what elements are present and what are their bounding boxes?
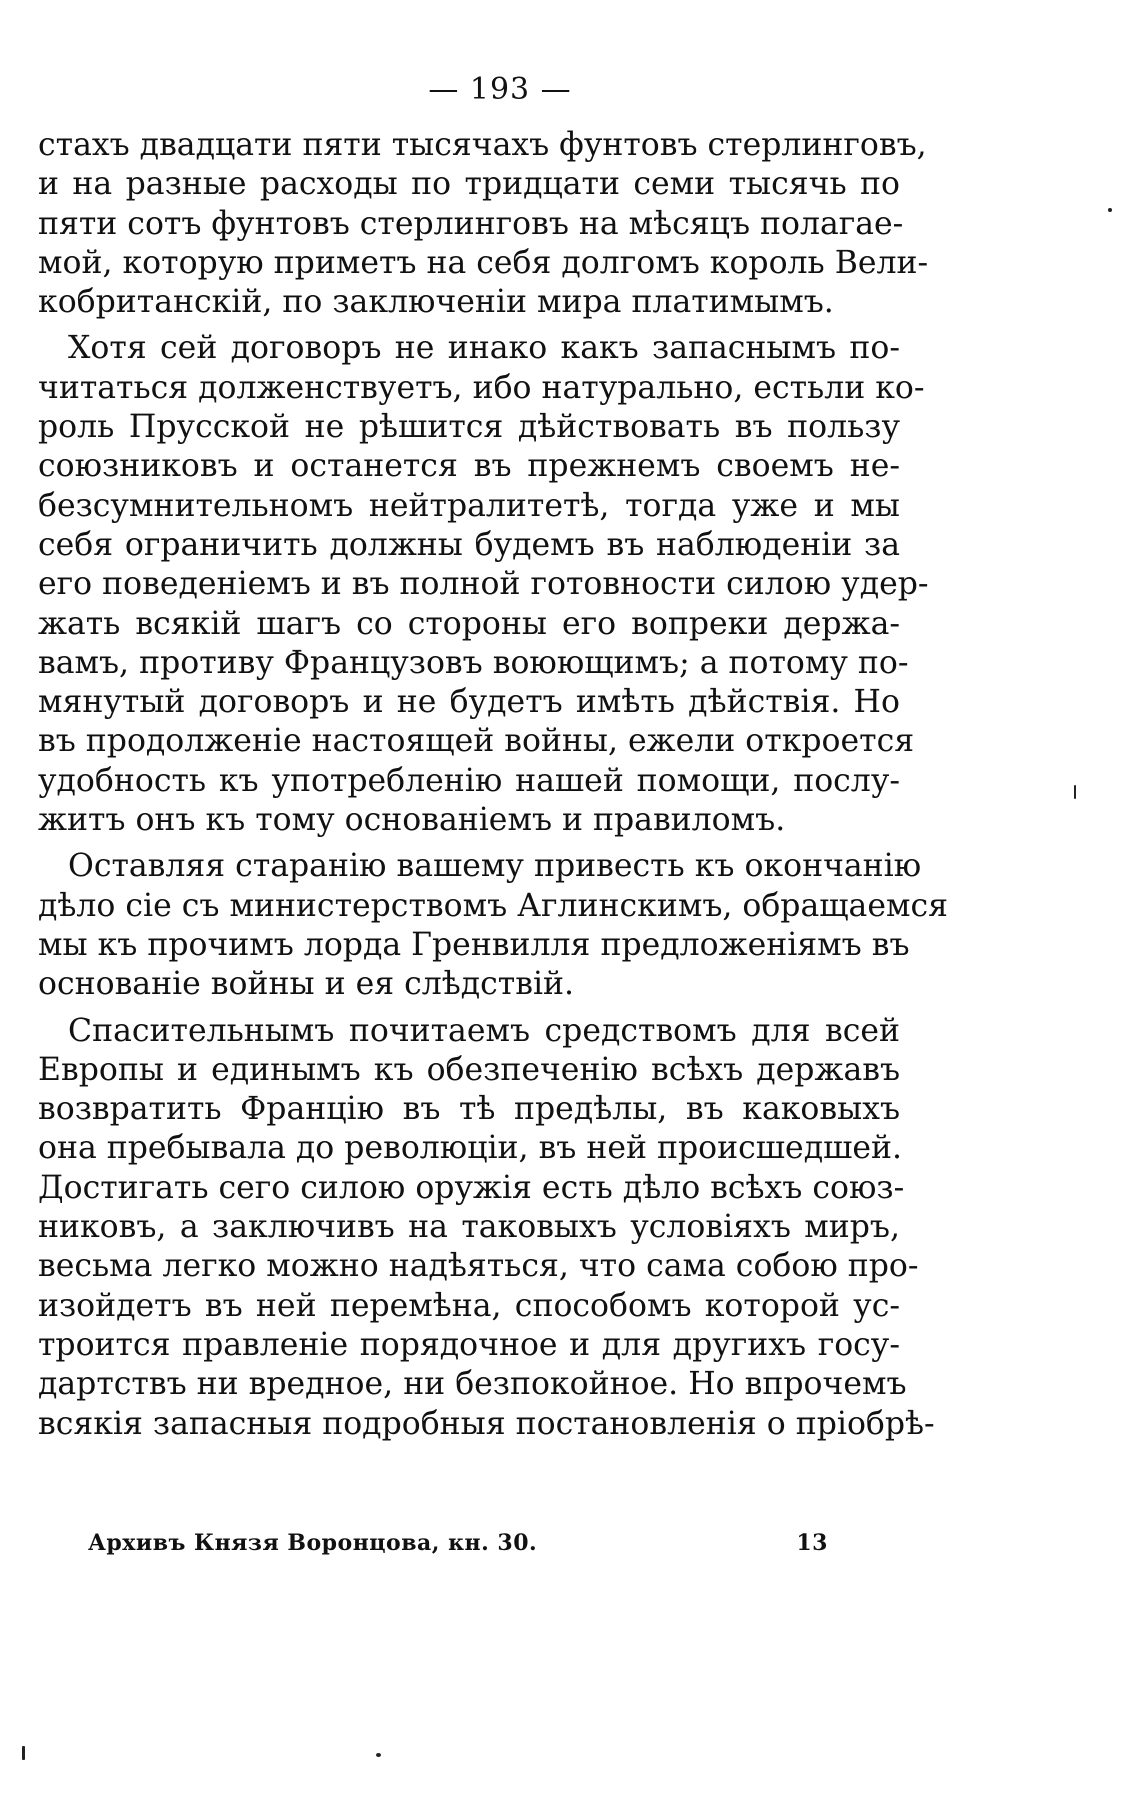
- text-line: союзниковъ и останется въ прежнемъ своемъ не-: [38, 448, 900, 485]
- text-line: мы къ прочимъ лорда Гренвилля предложеніямъ въ: [38, 926, 910, 963]
- text-line: возвратить Францію въ тѣ предѣлы, въ каковыхъ: [38, 1091, 900, 1128]
- scan-speck: [376, 1753, 381, 1757]
- footer-source: Архивъ Князя Воронцова, кн. 30.: [88, 1530, 538, 1556]
- text-line: стахъ двадцати пяти тысячахъ фунтовъ стерлинговъ,: [38, 127, 927, 163]
- text-line: никовъ, а заключивъ на таковыхъ условіяхъ миръ,: [38, 1209, 900, 1246]
- text-line: удобность къ употребленію нашей помощи, послу-: [38, 762, 900, 799]
- text-line: троится правленіе порядочное и для другихъ госу-: [38, 1326, 900, 1363]
- text-line: всякія запасныя подробныя постановленія о пріобрѣ-: [38, 1405, 935, 1442]
- text-line: Достигать сего силою оружія есть дѣло всѣхъ союз-: [38, 1169, 905, 1206]
- text-line: изойдетъ въ ней перемѣна, способомъ которой ус-: [38, 1287, 900, 1324]
- text-line: мой, которую приметъ на себя долгомъ король Вели-: [38, 244, 929, 281]
- text-line: читаться долженствуетъ, ибо натурально, естьли ко-: [38, 369, 925, 406]
- text-line: дѣло сіе съ министерствомъ Аглинскимъ, обращаемся: [38, 887, 948, 924]
- scan-speck: [1074, 785, 1076, 799]
- scan-speck: [1108, 208, 1112, 212]
- text-line: вамъ, противу Французовъ воюющимъ; а потому по-: [38, 644, 909, 681]
- paragraph-gap: [38, 1005, 900, 1012]
- text-line: дартствъ ни вредное, ни безпокойное. Но впрочемъ: [38, 1366, 907, 1403]
- text-line: себя ограничить должны будемъ въ наблюденіи за: [38, 526, 900, 563]
- text-line: жать всякій шагъ со стороны его вопреки держа-: [38, 605, 900, 642]
- footer-signature-mark: 13: [796, 1530, 828, 1556]
- text-line: его поведеніемъ и въ полной готовности силою удер-: [38, 566, 929, 603]
- text-line: весьма легко можно надѣяться, что сама собою про-: [38, 1248, 919, 1285]
- body-text: [38, 126, 948, 1444]
- scan-speck: [22, 1746, 25, 1760]
- text-line: житъ онъ къ тому основаніемъ и правиломъ.: [38, 802, 786, 839]
- text-line: Оставляя старанію вашему привесть къ окончанію: [68, 848, 922, 885]
- text-line: Европы и единымъ къ обезпеченію всѣхъ державъ: [38, 1051, 900, 1088]
- text-line: пяти сотъ фунтовъ стерлинговъ на мѣсяцъ полагае-: [38, 205, 904, 242]
- text-line: кобританскій, по заключеніи мира платимымъ.: [38, 284, 834, 321]
- text-line: Хотя сей договоръ не инако какъ запаснымъ по-: [68, 330, 900, 367]
- paragraph-gap: [38, 840, 900, 847]
- text-line: Спасительнымъ почитаемъ средствомъ для всей: [68, 1012, 900, 1049]
- text-line: мянутый договоръ и не будетъ имѣть дѣйствія. Но: [38, 684, 900, 721]
- text-line: и на разные расходы по тридцати семи тысячь по: [38, 166, 900, 203]
- text-line: въ продолженіе настоящей войны, ежели откроется: [38, 723, 915, 760]
- text-line: основаніе войны и ея слѣдствій.: [38, 966, 575, 1003]
- text-line: безсумнительномъ нейтралитетѣ, тогда уже и мы: [38, 487, 900, 524]
- page-number: — 193 —: [428, 72, 572, 107]
- paragraph-gap: [38, 322, 900, 329]
- text-line: роль Прусской не рѣшится дѣйствовать въ пользу: [38, 409, 900, 446]
- text-line: она пребывала до революціи, въ ней происшедшей.: [38, 1130, 903, 1167]
